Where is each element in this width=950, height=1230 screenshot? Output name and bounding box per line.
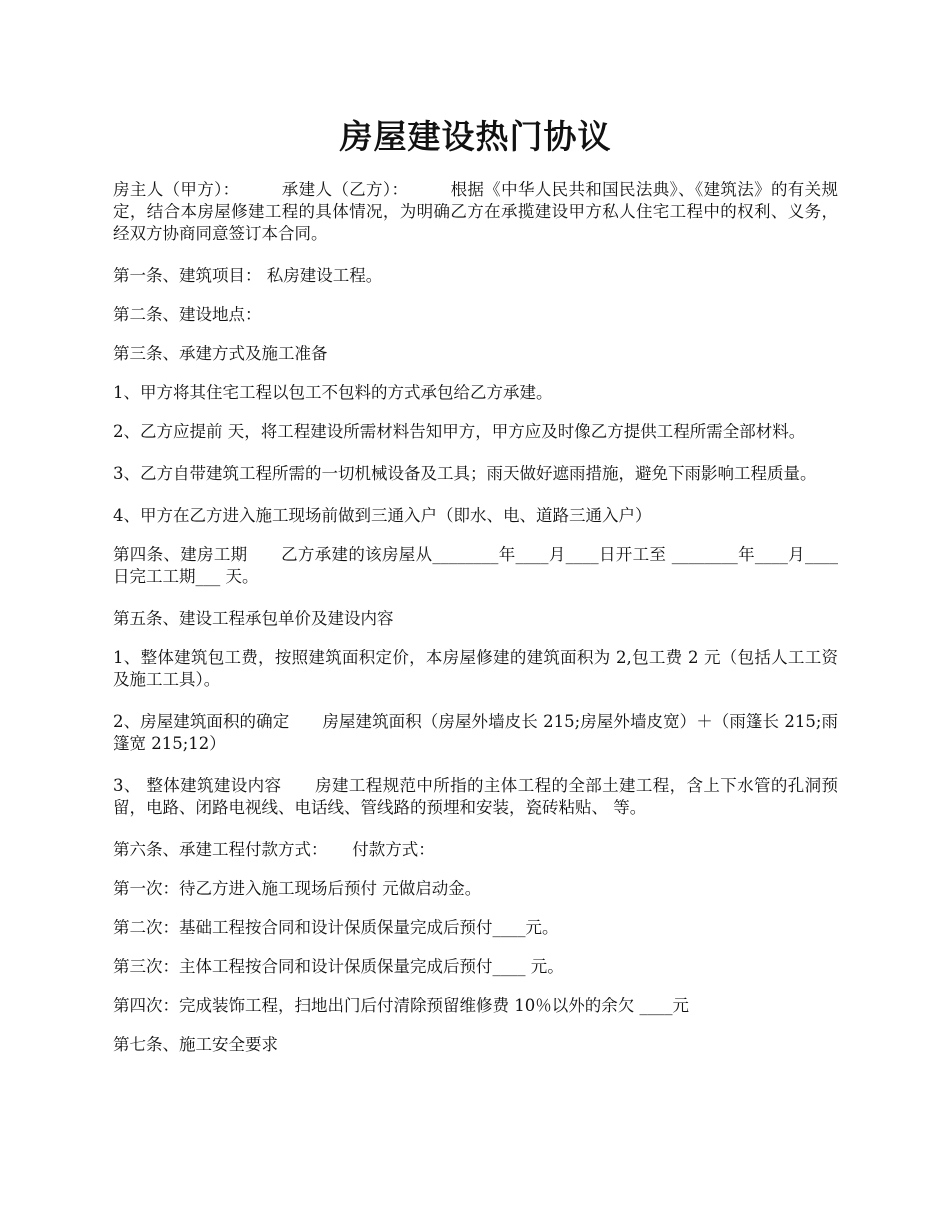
paragraph-payment-2: 第二次：基础工程按合同和设计保质保量完成后预付____元。 [113,918,559,937]
paragraph-article-5-item-3: 3、 整体建筑建设内容 房建工程规范中所指的主体工程的全部土建工程，含上下水管的孔洞预留，电路、闭路电视线、电话线、管线路的预埋和安装，瓷砖粘贴、 等。 [113,776,838,817]
document-page [113,0,838,1073]
paragraph-article-3-item-4: 4、甲方在乙方进入施工现场前做到三通入户（即水、电、道路三通入户） [113,506,652,525]
paragraph-article-7: 第七条、施工安全要求 [113,1035,278,1054]
document-title: 房屋建设热门协议 [339,117,612,156]
paragraph-article-3-item-2: 2、乙方应提前 天，将工程建设所需材料告知甲方，甲方应及时像乙方提供工程所需全部材料。 [113,422,806,441]
paragraph-article-4: 第四条、建房工期 乙方承建的该房屋从________年____月____日开工至 ________年____月____日完工工期___ 天。 [113,545,838,586]
paragraph-payment-4: 第四次：完成装饰工程，扫地出门后付清除预留维修费 10％以外的余欠 ____元 [113,996,689,1015]
paragraph-article-3-item-3: 3、乙方自带建筑工程所需的一切机械设备及工具；雨天做好遮雨措施，避免下雨影响工程质量。 [113,464,817,483]
document-body [113,179,838,1056]
paragraph-payment-1: 第一次：待乙方进入施工现场后预付 元做启动金。 [113,879,482,898]
paragraph-article-6: 第六条、承建工程付款方式： 付款方式： [113,840,435,859]
paragraph-article-5: 第五条、建设工程承包单价及建设内容 [113,609,394,628]
paragraph-preamble: 房主人（甲方）： 承建人（乙方）： 根据《中华人民共和国民法典》、《建筑法》的有关规定，结合本房屋修建工程的具体情况，为明确乙方在承揽建设甲方私人住宅工程中的权利、义务，经双方协商同意签订本合同。 [113,180,838,243]
paragraph-payment-3: 第三次：主体工程按合同和设计保质保量完成后预付____ 元。 [113,957,564,976]
paragraph-article-1: 第一条、建筑项目： 私房建设工程。 [113,266,383,285]
paragraph-article-5-item-2: 2、房屋建筑面积的确定 房屋建筑面积（房屋外墙皮长 215;房屋外墙皮宽）＋（雨篷长 215;雨篷宽 215;12） [113,712,838,753]
paragraph-article-2: 第二条、建设地点： [113,305,262,324]
paragraph-article-3-item-1: 1、甲方将其住宅工程以包工不包料的方式承包给乙方承建。 [113,383,553,402]
paragraph-article-3: 第三条、承建方式及施工准备 [113,344,328,363]
paragraph-article-5-item-1: 1、整体建筑包工费，按照建筑面积定价，本房屋修建的建筑面积为 2,包工费 2 元（包括人工工资及施工工具）。 [113,648,838,689]
